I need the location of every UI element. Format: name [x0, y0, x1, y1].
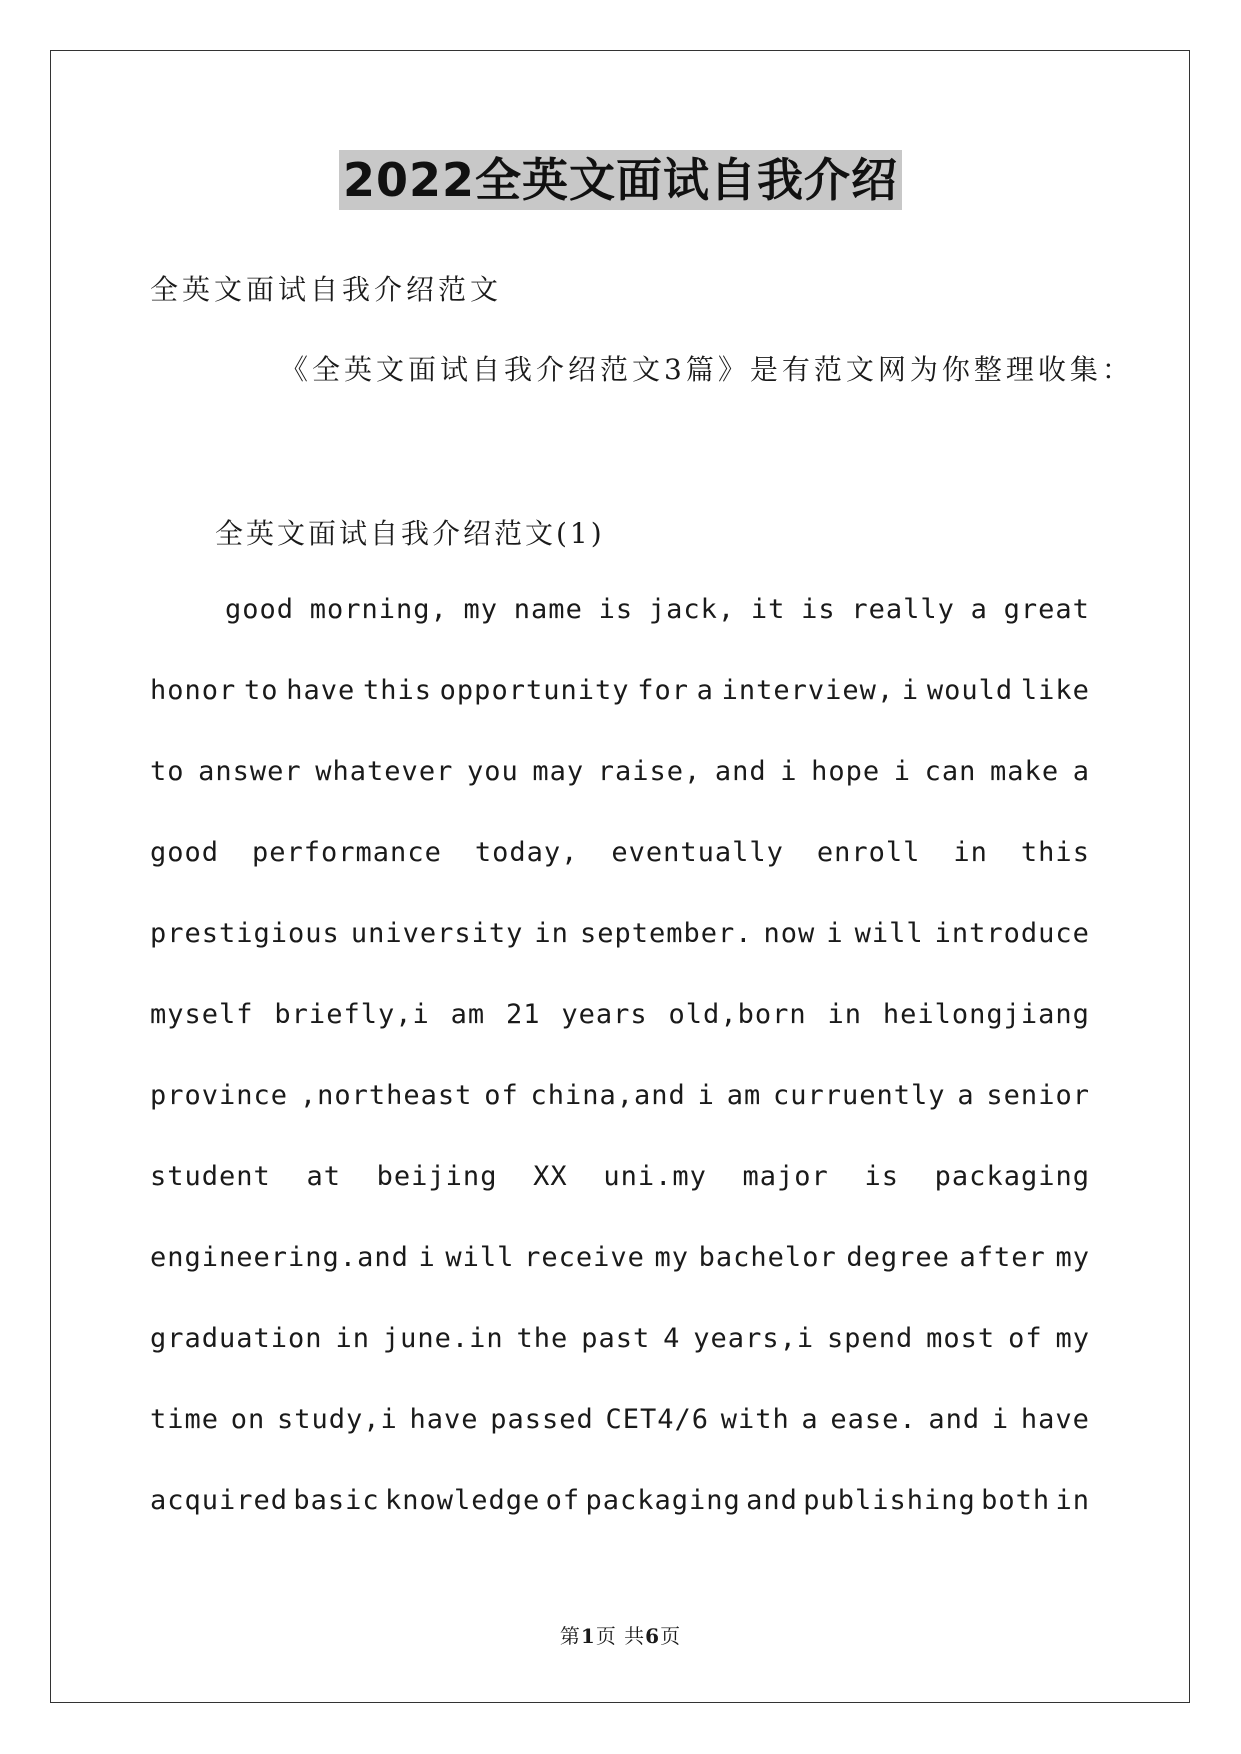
body-line: student at beijing XX uni.my major is packaging — [150, 1161, 1090, 1192]
body-line: acquired basic knowledge of packaging and publishing both in — [150, 1485, 1090, 1516]
body-line: province ,northeast of china,and i am curruently a senior — [150, 1080, 1090, 1111]
page-number-current: 1 — [580, 1624, 596, 1648]
page-number-mid: 页 共 — [595, 1624, 646, 1648]
page-number-total: 6 — [645, 1624, 661, 1648]
section-heading: 全英文面试自我介绍范文(1) — [215, 517, 605, 550]
page-number-prefix: 第 — [559, 1624, 581, 1648]
body-paragraph — [150, 580, 1090, 1552]
body-line: to answer whatever you may raise, and i hope i can make a — [150, 756, 1090, 787]
title-container — [0, 150, 1241, 210]
body-line: myself briefly,i am 21 years old,born in heilongjiang — [150, 999, 1090, 1030]
document-title: 2022全英文面试自我介绍 — [339, 150, 902, 210]
body-line: good morning, my name is jack, it is really a great — [225, 594, 1090, 625]
page-footer — [0, 1620, 1241, 1649]
intro-paragraph: 《全英文面试自我介绍范文3篇》是有范文网为你整理收集： — [280, 353, 1134, 386]
body-line: prestigious university in september. now i will introduce — [150, 918, 1090, 949]
page-number-suffix: 页 — [660, 1624, 682, 1648]
body-line: honor to have this opportunity for a interview, i would like — [150, 675, 1090, 706]
body-line: time on study,i have passed CET4/6 with a ease. and i have — [150, 1404, 1090, 1435]
body-line: engineering.and i will receive my bachelor degree after my — [150, 1242, 1090, 1273]
body-line: good performance today, eventually enroll in this — [150, 837, 1090, 868]
document-subtitle: 全英文面试自我介绍范文 — [150, 273, 503, 306]
body-line: graduation in june.in the past 4 years,i spend most of my — [150, 1323, 1090, 1354]
